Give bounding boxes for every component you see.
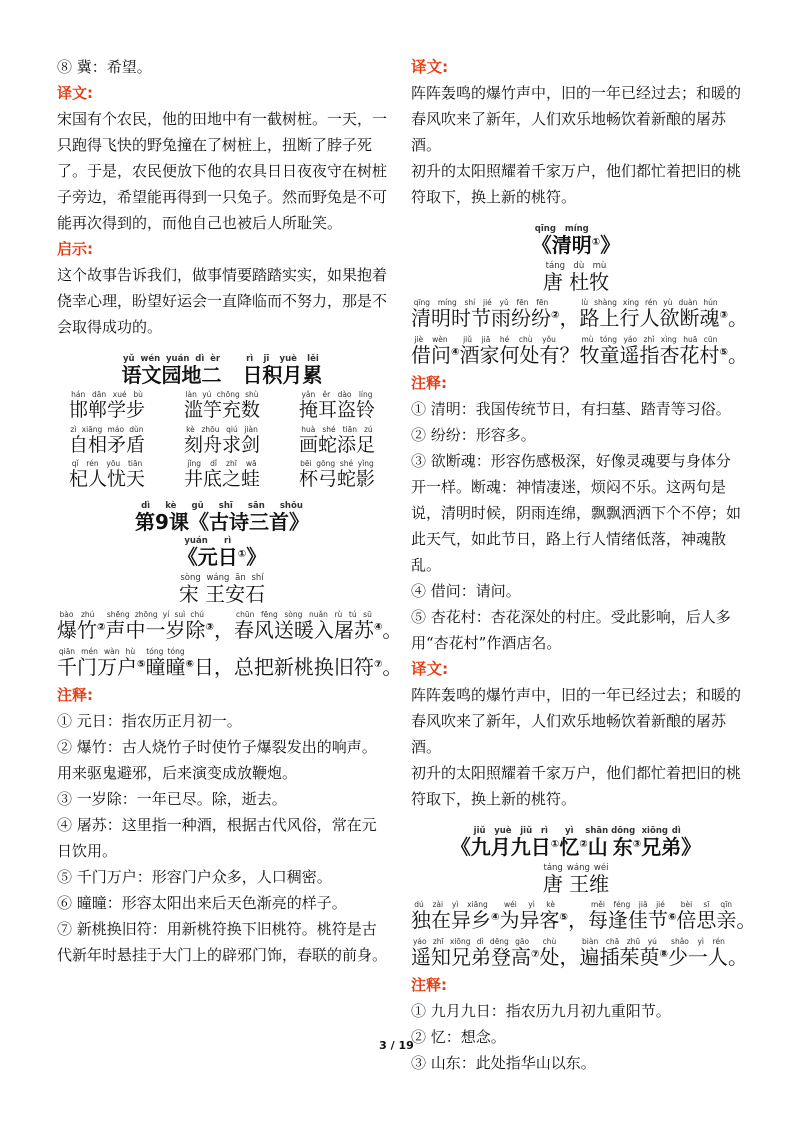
translation2-text-2: 初升的太阳照耀着千家万户，他们都忙着把旧的桃符取下，换上新的桃符。 — [411, 764, 742, 808]
idiom: 自相矛盾zì xiāng máo dùn — [69, 424, 146, 456]
note-item: ③ 欲断魂：形容伤感极深，好像灵魂要与身体分开一样。断魂：神情凄迷，烦闷不乐。这两句是说，清明时候，阴雨连绵，飘飘洒洒下个不停；如此天气，如此节日，路上行人情绪低落，神魂散乱。 — [411, 452, 742, 574]
poem2-author: 唐 杜牧táng dù mù — [542, 261, 610, 294]
translation-heading: 译文: — [57, 84, 93, 102]
note-item: ④ 屠苏：这里指一种酒，根据古代风俗，常在元日饮用。 — [57, 815, 377, 860]
notes3-heading: 注释: — [411, 976, 447, 994]
poem1-line2: 千门万户qiān mén wàn hù⑤曈曈tóng tóng⑥日，总把新桃换旧符⑦。 — [57, 646, 403, 679]
note-item: ② 忆：想念。 — [411, 1028, 506, 1046]
notes3-list — [411, 998, 741, 1076]
poem1-title: 《元日yuán rì①》 — [177, 535, 267, 569]
note-item: ③ 一岁除：一年已尽。除，逝去。 — [57, 789, 287, 808]
idiom: 杞人忧天qǐ rén yōu tiān — [69, 459, 146, 491]
note-item: ⑦ 新桃换旧符：用新桃符换下旧桃符。桃符是古代新年时悬挂于大门上的辟邪门饰，春联的前身。 — [57, 919, 388, 964]
notes-heading: 注释: — [57, 685, 93, 704]
notes-list — [57, 708, 387, 968]
idiom: 井底之蛙jǐng dǐ zhī wā — [183, 459, 260, 491]
poem1-line1: 爆竹bào zhú②声中一岁除shēng zhōng yí suì chú③，春风送暖入屠苏chūn fēng sòng nuǎn rù tú sū④。 — [57, 609, 403, 642]
note-item: ⑤ 杏花村：杏花深处的村庄。受此影响，后人多用“杏花村”作酒店名。 — [411, 608, 731, 652]
idiom: 掩耳盗铃yǎn ěr dào líng — [298, 390, 375, 421]
right-column — [411, 54, 757, 1076]
insight-heading: 启示: — [57, 240, 93, 258]
poem3-line1: 独在异乡dú zài yì xiāng④为异客wéi yì kè⑤，每逢佳节měi féng jiā jié⑥倍思亲bèi sī qīn。 — [411, 900, 757, 932]
idiom-row — [57, 426, 387, 459]
idiom-row — [57, 460, 387, 493]
poem2-line2: 借问jiè wèn④酒家何处有jiǔ jiā hé chù yǒu？牧童遥指杏花村mù tóng yáo zhǐ xìng huā cūn⑤。 — [411, 335, 748, 367]
note-item: ① 九月九日：指农历九月初九重阳节。 — [411, 1002, 671, 1020]
translation2-text-1: 阵阵轰鸣的爆竹声中，旧的一年已经过去；和暖的春风吹来了新年，人们欢乐地畅饮着新酿的屠苏酒。 — [411, 686, 742, 756]
idiom-row — [57, 391, 387, 424]
poem2-title: 《清明qīng míng①》 — [531, 224, 621, 257]
insight-text: 这个故事告诉我们，做事情要踏踏实实，如果抱着侥幸心理，盼望好运会一直降临而不努力，那是不会取得成功的。 — [57, 266, 388, 336]
note-item: ② 爆竹：古人烧竹子时使竹子爆裂发出的响声。用来驱鬼避邪，后来演变成放鞭炮。 — [57, 737, 377, 782]
poem3-title: 《九月九日jiǔ yuè jiǔ rì①忆yì②山东shān dōng③兄弟xiōng dì》 — [450, 826, 702, 859]
note-item: ⑥ 曈曈：形容太阳出来后天色渐亮的样子。 — [57, 893, 347, 912]
note-8: ⑧ 冀：希望。 — [57, 58, 152, 76]
lesson-title: 第9课《古诗三首》dì kè gǔ shī sān shǒu — [135, 500, 309, 534]
poem3-author: 唐 王维táng wáng wéi — [542, 863, 610, 896]
translation-text: 宋国有个农民，他的田地中有一截树桩。一天，一只跑得飞快的野兔撞在了树桩上，扭断了脖子死了。于是，农民便放下他的农具日日夜夜守在树桩子旁边，希望能再得到一只兔子。然而野兔是不可能再次得到的，而他自己也被后人所耻笑。 — [57, 110, 388, 232]
idiom: 滥竽充数làn yú chōng shù — [183, 390, 260, 421]
note-item: ④ 借问：请问。 — [411, 582, 521, 600]
poem1-author: 宋 王安石sòng wáng ān shí — [178, 572, 266, 606]
poem3-line2: 遥知兄弟登高yáo zhī xiōng dì dēng gāo⑦处chù，遍插茱萸biàn chā zhū yú⑧少一人shǎo yì rén。 — [411, 937, 748, 969]
page-number: 3 / 19 — [379, 1039, 414, 1052]
note-item: ① 元日：指农历正月初一。 — [57, 711, 242, 730]
idiom: 刻舟求剑kè zhōu qiú jiàn — [183, 424, 260, 456]
translation-heading: 译文: — [411, 58, 449, 76]
idiom: 邯郸学步hán dān xué bù — [69, 390, 146, 421]
idiom: 杯弓蛇影bēi gōng shé yǐng — [298, 459, 375, 491]
notes-list — [411, 396, 741, 656]
idiom: 画蛇添足huà shé tiān zú — [298, 424, 375, 456]
note-item: ③ 山东：此处指华山以东。 — [411, 1054, 596, 1072]
translation2-heading: 译文: — [411, 660, 449, 678]
left-column — [57, 54, 403, 968]
translation-text-1: 阵阵轰鸣的爆竹声中，旧的一年已经过去；和暖的春风吹来了新年，人们欢乐地畅饮着新酿的屠苏酒。 — [411, 84, 742, 154]
yuwen-yuandi-title: 语文园地二yǔ wén yuán dì èr 日积月累rì jī yuè lěi — [121, 354, 323, 387]
translation-text-2: 初升的太阳照耀着千家万户，他们都忙着把旧的桃符取下，换上新的桃符。 — [411, 162, 742, 206]
note-item: ⑤ 千门万户：形容门户众多，人口稠密。 — [57, 867, 332, 886]
note-item: ② 纷纷：形容多。 — [411, 426, 536, 444]
note-item: ① 清明：我国传统节日，有扫墓、踏青等习俗。 — [411, 400, 731, 418]
notes-heading: 注释: — [411, 374, 447, 392]
poem2-line1: 清明时节雨纷纷qīng míng shí jié yǔ fēn fēn②，路上行人欲断魂lù shàng xíng rén yù duàn hún③。 — [411, 298, 748, 330]
idiom-grid — [57, 391, 387, 493]
